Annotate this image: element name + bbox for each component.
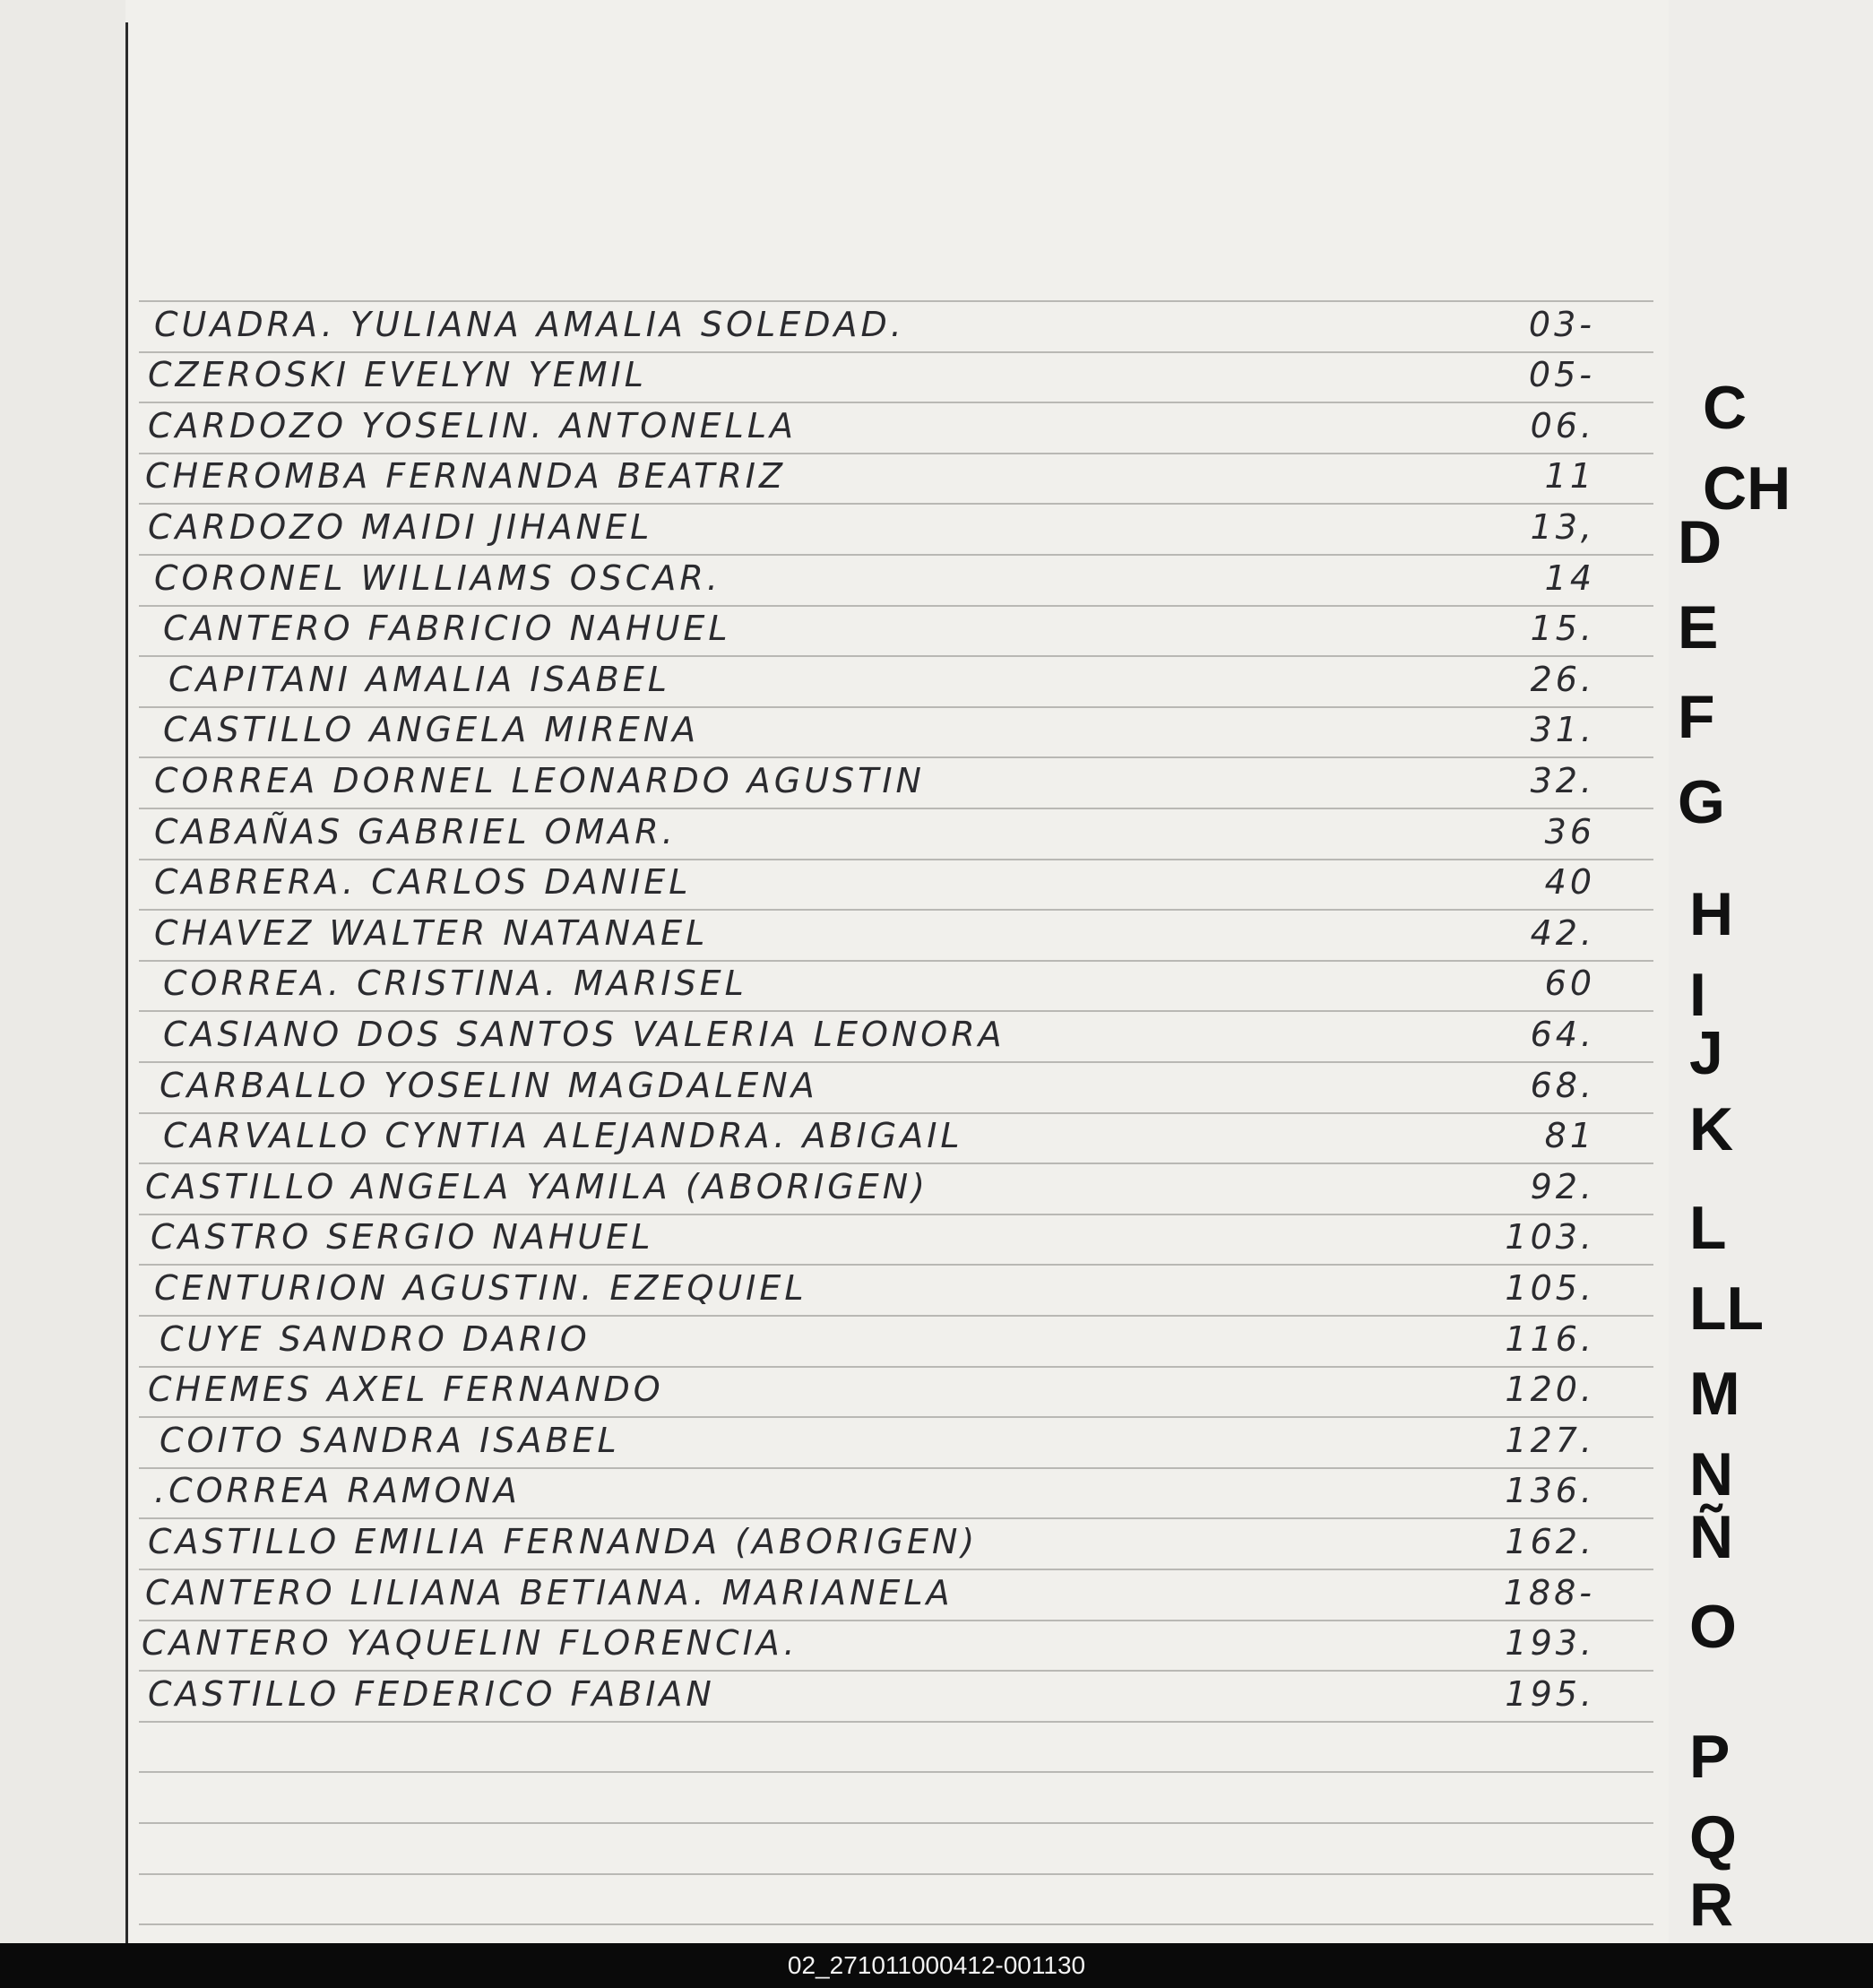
entry-name: CORONEL WILLIAMS OSCAR. [154, 558, 721, 598]
index-tab-15[interactable]: O [1689, 1593, 1737, 1661]
ruled-line [139, 554, 1653, 556]
ruled-line [139, 1771, 1653, 1773]
ruled-line [139, 1873, 1653, 1875]
ruled-line [139, 1569, 1653, 1570]
entry-number: 60 [1544, 964, 1595, 1003]
entry-number: 05- [1528, 355, 1595, 394]
entry-number: 14 [1544, 558, 1595, 598]
ruled-line [139, 1264, 1653, 1266]
ruled-line [139, 1923, 1653, 1925]
entry-number: 32. [1530, 761, 1595, 800]
entry-name: CORREA. CRISTINA. MARISEL [163, 964, 747, 1003]
index-tab-5[interactable]: G [1678, 768, 1725, 836]
ruled-line [139, 1163, 1653, 1164]
entry-name: CARDOZO YOSELIN. ANTONELLA [148, 406, 797, 445]
ruled-line [139, 1315, 1653, 1317]
ruled-line [139, 300, 1653, 302]
entry-number: 103. [1505, 1217, 1595, 1257]
ruled-line [139, 1010, 1653, 1012]
entry-number: 193. [1505, 1623, 1595, 1663]
entry-name: CASTRO SERGIO NAHUEL [151, 1217, 654, 1257]
entry-number: 40 [1544, 862, 1595, 902]
binding-margin-line [125, 22, 128, 1943]
ruled-line [139, 1517, 1653, 1519]
entry-number: 105. [1505, 1268, 1595, 1308]
ruled-line [139, 909, 1653, 911]
ruled-line [139, 859, 1653, 860]
entry-number: 81 [1544, 1116, 1595, 1155]
ruled-line [139, 1620, 1653, 1621]
ruled-line [139, 1112, 1653, 1114]
entry-number: 68. [1530, 1066, 1595, 1105]
entry-name: CANTERO YAQUELIN FLORENCIA. [142, 1623, 798, 1663]
entry-name: CASTILLO ANGELA MIRENA [163, 710, 700, 749]
index-tab-12[interactable]: M [1689, 1360, 1740, 1428]
ruled-line [139, 453, 1653, 454]
index-tab-2[interactable]: D [1678, 508, 1722, 576]
ruled-line [139, 1366, 1653, 1368]
entry-number: 188- [1503, 1573, 1595, 1612]
index-tab-0[interactable]: C [1703, 374, 1748, 442]
entry-name: CHEMES AXEL FERNANDO [148, 1370, 664, 1409]
entry-number: 42. [1530, 913, 1595, 953]
entry-name: CANTERO LILIANA BETIANA. MARIANELA [145, 1573, 954, 1612]
ruled-line [139, 351, 1653, 353]
entry-number: 13, [1530, 507, 1595, 547]
entry-number: 36 [1544, 812, 1595, 851]
ruled-line [139, 1416, 1653, 1418]
index-tab-18[interactable]: R [1689, 1871, 1734, 1939]
entry-name: .CORREA RAMONA [154, 1471, 521, 1510]
entry-number: 03- [1528, 305, 1595, 344]
index-tab-16[interactable]: P [1689, 1723, 1731, 1791]
index-tab-13[interactable]: N [1689, 1440, 1734, 1508]
index-tab-14[interactable]: Ñ [1689, 1503, 1734, 1571]
entry-name: CABAÑAS GABRIEL OMAR. [154, 812, 677, 851]
ruled-line [139, 756, 1653, 758]
entry-name: CORREA DORNEL LEONARDO AGUSTIN [154, 761, 925, 800]
ruled-line [139, 402, 1653, 403]
entry-name: CHEROMBA FERNANDA BEATRIZ [145, 456, 786, 496]
index-tab-9[interactable]: K [1689, 1095, 1734, 1163]
index-tab-10[interactable]: L [1689, 1194, 1727, 1262]
entry-number: 120. [1505, 1370, 1595, 1409]
entry-name: CENTURION AGUSTIN. EZEQUIEL [154, 1268, 807, 1308]
ruled-line [139, 808, 1653, 809]
entry-name: CHAVEZ WALTER NATANAEL [154, 913, 709, 953]
index-tab-1[interactable]: CH [1703, 454, 1791, 523]
ruled-line [139, 605, 1653, 607]
index-tab-11[interactable]: LL [1689, 1275, 1765, 1343]
ruled-line [139, 1670, 1653, 1672]
ruled-line [139, 1061, 1653, 1063]
entry-name: CZEROSKI EVELYN YEMIL [148, 355, 647, 394]
entry-name: CANTERO FABRICIO NAHUEL [163, 609, 731, 648]
entry-number: 06. [1530, 406, 1595, 445]
entry-number: 31. [1530, 710, 1595, 749]
entry-number: 162. [1505, 1522, 1595, 1561]
entry-number: 15. [1530, 609, 1595, 648]
entry-number: 195. [1505, 1674, 1595, 1714]
entry-number: 26. [1530, 660, 1595, 699]
entry-name: CARBALLO YOSELIN MAGDALENA [160, 1066, 818, 1105]
entry-number: 136. [1505, 1471, 1595, 1510]
document-id: 02_271011000412-001130 [787, 1951, 1086, 1979]
index-tab-3[interactable]: E [1678, 593, 1719, 661]
entry-name: CASTILLO EMILIA FERNANDA (ABORIGEN) [148, 1522, 979, 1561]
ruled-line [139, 1721, 1653, 1723]
entry-name: CUADRA. YULIANA AMALIA SOLEDAD. [154, 305, 905, 344]
ruled-line [139, 1467, 1653, 1469]
entry-number: 64. [1530, 1015, 1595, 1054]
ruled-line [139, 1822, 1653, 1824]
entry-name: CASTILLO ANGELA YAMILA (ABORIGEN) [145, 1167, 928, 1206]
index-tab-7[interactable]: I [1689, 961, 1706, 1029]
ruled-line [139, 503, 1653, 505]
entry-name: CASIANO DOS SANTOS VALERIA LEONORA [163, 1015, 1006, 1054]
ruled-line [139, 960, 1653, 962]
entry-number: 11 [1544, 456, 1595, 496]
index-tab-6[interactable]: H [1689, 880, 1734, 948]
entry-name: CARDOZO MAIDI JIHANEL [148, 507, 653, 547]
entry-name: CAPITANI AMALIA ISABEL [168, 660, 670, 699]
entry-number: 116. [1505, 1319, 1595, 1359]
ruled-line [139, 655, 1653, 657]
entry-name: COITO SANDRA ISABEL [160, 1421, 620, 1460]
entry-name: CUYE SANDRO DARIO [160, 1319, 591, 1359]
entry-number: 92. [1530, 1167, 1595, 1206]
index-tab-8[interactable]: J [1689, 1019, 1723, 1087]
entry-name: CABRERA. CARLOS DANIEL [154, 862, 692, 902]
entry-number: 127. [1505, 1421, 1595, 1460]
entry-name: CASTILLO FEDERICO FABIAN [148, 1674, 715, 1714]
entry-name: CARVALLO CYNTIA ALEJANDRA. ABIGAIL [163, 1116, 963, 1155]
ruled-line [139, 1214, 1653, 1215]
index-tab-4[interactable]: F [1678, 683, 1715, 751]
index-tab-17[interactable]: Q [1689, 1803, 1737, 1871]
ruled-line [139, 706, 1653, 708]
